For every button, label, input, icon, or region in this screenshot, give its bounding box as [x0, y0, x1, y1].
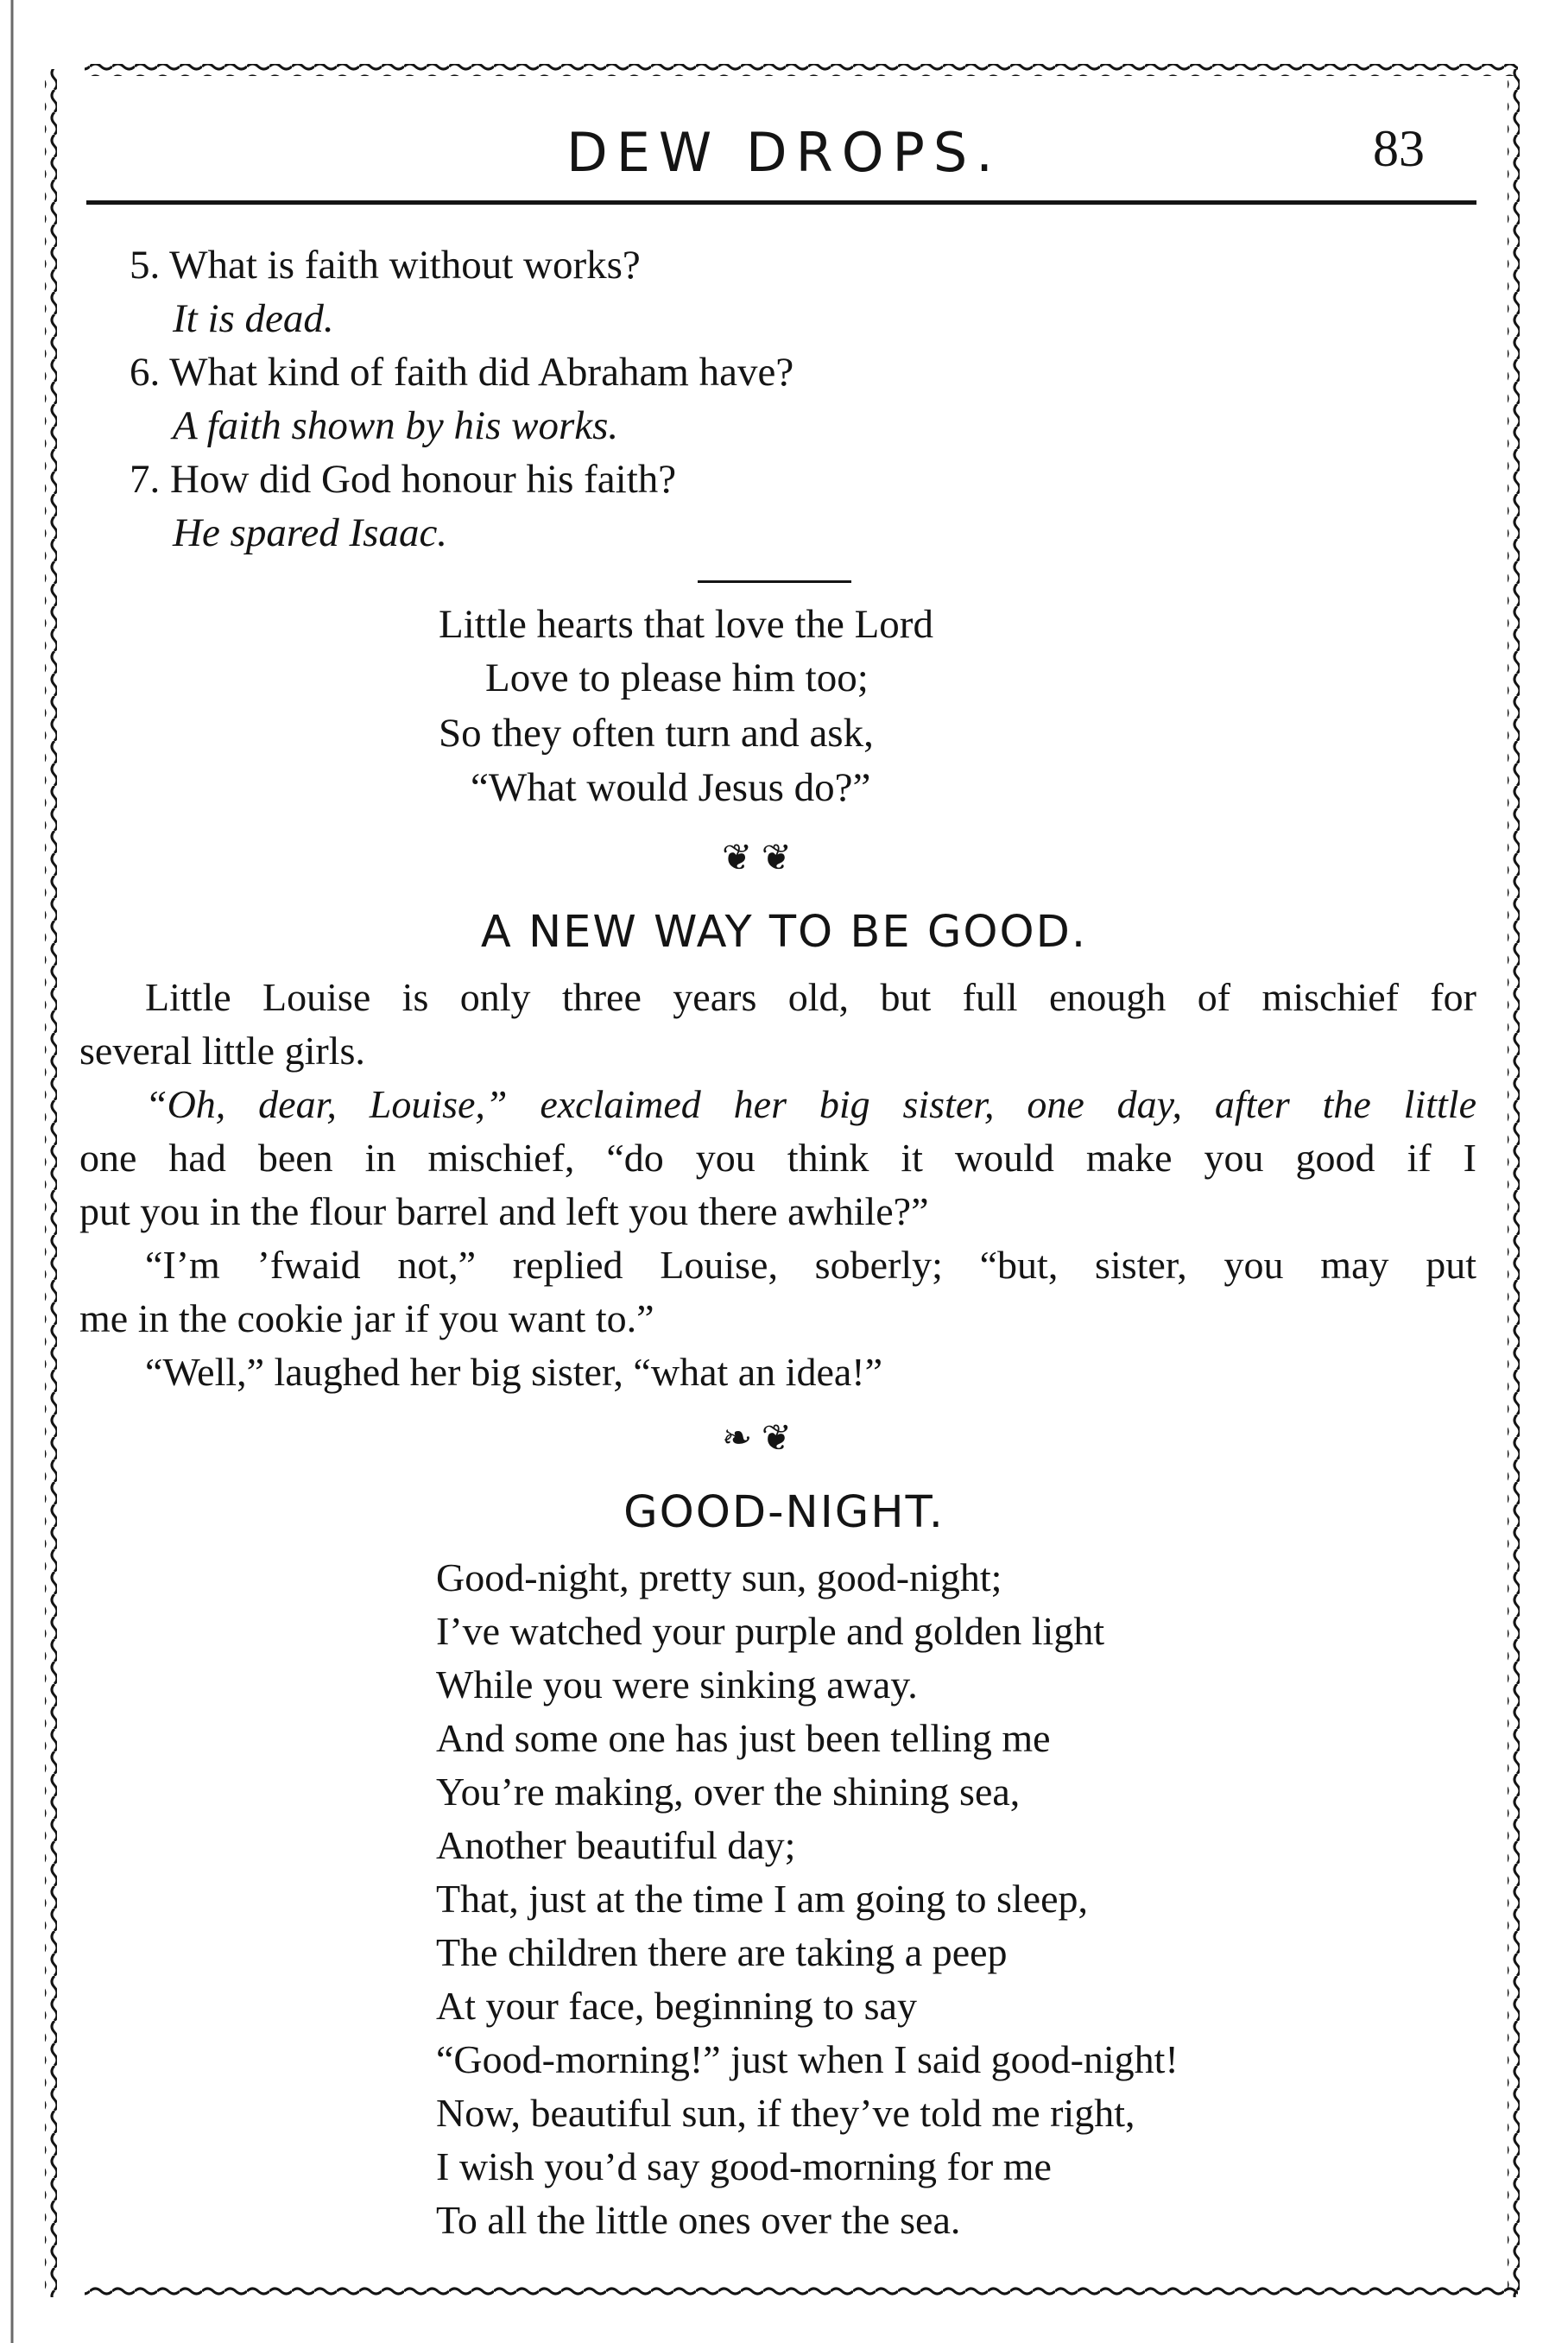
poem-line: And some one has just been telling me: [436, 1716, 1051, 1760]
poem-line: That, just at the time I am going to sleep,: [436, 1877, 1089, 1921]
border-bottom: [85, 2287, 1518, 2299]
border-left: [45, 69, 57, 2297]
poem-title: GOOD-NIGHT.: [623, 1487, 945, 1538]
poem-line: At your face, beginning to say: [436, 1984, 917, 2028]
story-line: several little girls.: [79, 1029, 365, 1073]
verse-line: Love to please him too;: [485, 655, 869, 700]
running-title: DEW DROPS.: [566, 121, 1002, 184]
verse-line: Little hearts that love the Lord: [439, 602, 933, 647]
poem-line: You’re making, over the shining sea,: [436, 1770, 1021, 1814]
poem-line: Another beautiful day;: [436, 1823, 796, 1867]
poem-line: To all the little ones over the sea.: [436, 2198, 961, 2242]
question-7: 7. How did God honour his faith?: [130, 457, 677, 502]
answer-5: It is dead.: [173, 296, 334, 341]
answer-7: He spared Isaac.: [173, 510, 448, 555]
header-rule: [86, 200, 1476, 205]
poem-line: The children there are taking a peep: [436, 1930, 1008, 1974]
story-title: A NEW WAY TO BE GOOD.: [480, 907, 1088, 958]
poem-line: “Good-morning!” just when I said good-night!: [436, 2037, 1179, 2081]
question-5: 5. What is faith without works?: [130, 243, 641, 288]
poem-line: While you were sinking away.: [436, 1662, 918, 1707]
poem-line: Good-night, pretty sun, good-night;: [436, 1555, 1002, 1599]
story-line: one had been in mischief, “do you think it would make you good if I: [79, 1136, 1476, 1180]
page-number: 83: [1373, 120, 1425, 177]
story-line: Little Louise is only three years old, but full enough of mischief for: [145, 975, 1476, 1019]
verse-line: So they often turn and ask,: [439, 711, 874, 756]
section-divider-rule: [698, 580, 851, 583]
poem-line: Now, beautiful sun, if they’ve told me right,: [436, 2091, 1135, 2135]
border-top: [85, 64, 1518, 76]
verse-line: “What would Jesus do?”: [471, 765, 871, 810]
leaf-ornament: ❦ ❦: [722, 839, 792, 878]
story-line: “Well,” laughed her big sister, “what an idea!”: [145, 1350, 883, 1394]
story-line: put you in the flour barrel and left you there awhile?”: [79, 1189, 929, 1233]
story-line: me in the cookie jar if you want to.”: [79, 1296, 654, 1340]
answer-6: A faith shown by his works.: [173, 403, 619, 448]
poem-line: I’ve watched your purple and golden light: [436, 1609, 1105, 1653]
question-6: 6. What kind of faith did Abraham have?: [130, 350, 794, 395]
border-right: [1508, 69, 1520, 2297]
poem-line: I wish you’d say good-morning for me: [436, 2144, 1052, 2188]
leaf-ornament: ❧ ❦: [722, 1419, 792, 1459]
story-line: “Oh, dear, Louise,” exclaimed her big sister, one day, after the little: [145, 1082, 1476, 1126]
story-line: “I’m ’fwaid not,” replied Louise, soberly; “but, sister, you may put: [145, 1243, 1476, 1287]
